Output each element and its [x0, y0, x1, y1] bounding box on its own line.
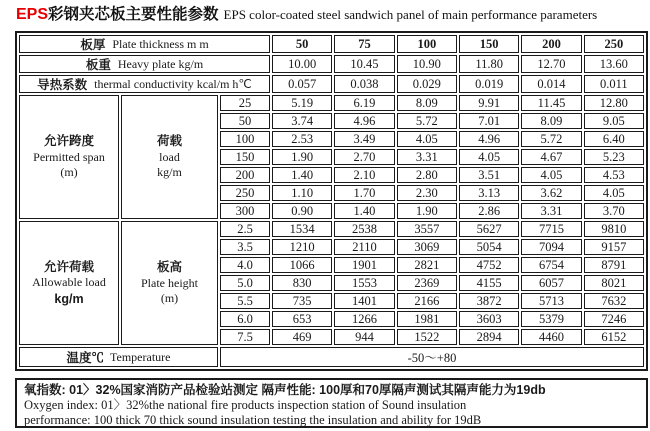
span-data-cell: 6.40: [584, 131, 644, 147]
load-zh: 荷载: [156, 134, 182, 149]
load-data-cell: 3557: [397, 221, 457, 237]
load-data-cell: 8021: [584, 275, 644, 291]
load-data-cell: 3603: [459, 311, 519, 327]
load-data-cell: 1981: [397, 311, 457, 327]
load-row-label: 5.5: [220, 293, 270, 309]
allowable-load-unit: kg/m: [54, 291, 84, 306]
load-data-cell: 1534: [272, 221, 332, 237]
span-data-cell: 2.30: [397, 185, 457, 201]
span-data-cell: 5.72: [397, 113, 457, 129]
span-data-cell: 1.70: [334, 185, 394, 201]
load-data-cell: 7246: [584, 311, 644, 327]
span-data-cell: 3.74: [272, 113, 332, 129]
brand-text: EPS: [16, 6, 49, 23]
load-data-cell: 1553: [334, 275, 394, 291]
span-data-cell: 3.51: [459, 167, 519, 183]
weight-value-cell: 10.00: [272, 55, 332, 73]
load-data-cell: 469: [272, 329, 332, 345]
load-data-cell: 1401: [334, 293, 394, 309]
weight-value-cell: 10.45: [334, 55, 394, 73]
load-data-cell: 4460: [521, 329, 581, 345]
thermal-value-cell: 0.014: [521, 75, 581, 93]
footer-line-zh: 氧指数: 01〉32%国家消防产品检验站测定 隔声性能: 100厚和70厚隔声测试其隔声能力为19db: [24, 383, 546, 397]
span-data-cell: 2.10: [334, 167, 394, 183]
weight-value-cell: 10.90: [397, 55, 457, 73]
span-data-cell: 3.31: [397, 149, 457, 165]
load-data-cell: 5379: [521, 311, 581, 327]
load-row-label: 7.5: [220, 329, 270, 345]
plate-weight-label-zh: 板重: [85, 58, 111, 72]
span-data-cell: 4.05: [459, 149, 519, 165]
load-data-cell: 6057: [521, 275, 581, 291]
load-data-cell: 1210: [272, 239, 332, 255]
thickness-value-cell: 250: [584, 35, 644, 53]
load-data-cell: 4155: [459, 275, 519, 291]
weight-value-cell: 12.70: [521, 55, 581, 73]
span-data-cell: 1.40: [334, 203, 394, 219]
permitted-span-header: [19, 95, 119, 219]
allowable-load-header: [19, 221, 119, 345]
load-data-cell: 7715: [521, 221, 581, 237]
load-data-cell: 4752: [459, 257, 519, 273]
span-row-label: 50: [220, 113, 270, 129]
load-data-cell: 8791: [584, 257, 644, 273]
header-plate-weight: [19, 55, 270, 73]
load-unit: kg/m: [157, 165, 182, 180]
thermal-value-cell: 0.038: [334, 75, 394, 93]
thermal-label-en: thermal conductivity kcal/m h℃: [94, 76, 252, 91]
span-data-cell: 3.31: [521, 203, 581, 219]
span-data-cell: 3.49: [334, 131, 394, 147]
spec-table: [15, 31, 648, 371]
span-data-cell: 4.96: [334, 113, 394, 129]
title-zh: 彩钢夹芯板主要性能参数: [48, 6, 219, 23]
load-data-cell: 1901: [334, 257, 394, 273]
plate-height-header: [121, 221, 218, 345]
weight-value-cell: 11.80: [459, 55, 519, 73]
load-data-cell: 5713: [521, 293, 581, 309]
temperature-value: -50～+80: [220, 347, 644, 367]
plate-weight-label-en: Heavy plate kg/m: [117, 56, 204, 71]
thickness-value-cell: 150: [459, 35, 519, 53]
load-data-cell: 9157: [584, 239, 644, 255]
load-data-cell: 3872: [459, 293, 519, 309]
load-data-cell: 830: [272, 275, 332, 291]
span-row-label: 250: [220, 185, 270, 201]
thermal-value-cell: 0.029: [397, 75, 457, 93]
load-data-cell: 1266: [334, 311, 394, 327]
load-header: [121, 95, 218, 219]
span-data-cell: 2.86: [459, 203, 519, 219]
load-data-cell: 653: [272, 311, 332, 327]
plate-height-en: Plate height: [141, 275, 198, 290]
thickness-value-cell: 200: [521, 35, 581, 53]
span-data-cell: 4.05: [397, 131, 457, 147]
load-data-cell: 1522: [397, 329, 457, 345]
load-data-cell: 5054: [459, 239, 519, 255]
allowable-load-en: Allowable load: [32, 275, 106, 290]
span-data-cell: 8.09: [397, 95, 457, 111]
thickness-value-cell: 75: [334, 35, 394, 53]
load-data-cell: 2894: [459, 329, 519, 345]
span-data-cell: 5.72: [521, 131, 581, 147]
span-row-label: 100: [220, 131, 270, 147]
permitted-span-zh: 允许跨度: [43, 134, 94, 149]
load-row-label: 5.0: [220, 275, 270, 291]
span-data-cell: 1.90: [397, 203, 457, 219]
load-en: load: [159, 149, 180, 164]
weight-value-cell: 13.60: [584, 55, 644, 73]
span-data-cell: 3.62: [521, 185, 581, 201]
load-data-cell: 1066: [272, 257, 332, 273]
span-data-cell: 3.13: [459, 185, 519, 201]
span-data-cell: 4.05: [584, 185, 644, 201]
temperature-en: Temperature: [110, 349, 171, 364]
load-data-cell: 7632: [584, 293, 644, 309]
thermal-value-cell: 0.011: [584, 75, 644, 93]
page-title: [16, 5, 597, 25]
plate-height-unit: (m): [160, 291, 179, 306]
span-data-cell: 5.23: [584, 149, 644, 165]
load-data-cell: 5627: [459, 221, 519, 237]
span-data-cell: 9.05: [584, 113, 644, 129]
load-row-label: 6.0: [220, 311, 270, 327]
load-data-cell: 944: [334, 329, 394, 345]
header-thermal-conductivity: [19, 75, 270, 93]
span-data-cell: 12.80: [584, 95, 644, 111]
load-data-cell: 2821: [397, 257, 457, 273]
span-data-cell: 2.80: [397, 167, 457, 183]
header-plate-thickness: [19, 35, 270, 53]
span-data-cell: 0.90: [272, 203, 332, 219]
temperature-zh: 温度℃: [66, 351, 105, 365]
plate-thickness-label-en: Plate thickness m m: [112, 36, 209, 51]
load-data-cell: 2369: [397, 275, 457, 291]
permitted-span-en: Permitted span: [33, 149, 105, 164]
span-data-cell: 4.96: [459, 131, 519, 147]
span-data-cell: 4.53: [584, 167, 644, 183]
load-data-cell: 9810: [584, 221, 644, 237]
thermal-label-zh: 导热系数: [37, 78, 88, 92]
thickness-value-cell: 50: [272, 35, 332, 53]
span-data-cell: 9.91: [459, 95, 519, 111]
load-data-cell: 6152: [584, 329, 644, 345]
span-data-cell: 8.09: [521, 113, 581, 129]
span-row-label: 25: [220, 95, 270, 111]
load-data-cell: 2538: [334, 221, 394, 237]
load-data-cell: 6754: [521, 257, 581, 273]
span-data-cell: 2.70: [334, 149, 394, 165]
span-data-cell: 1.40: [272, 167, 332, 183]
span-data-cell: 3.70: [584, 203, 644, 219]
span-data-cell: 5.19: [272, 95, 332, 111]
span-data-cell: 7.01: [459, 113, 519, 129]
load-data-cell: 7094: [521, 239, 581, 255]
load-row-label: 3.5: [220, 239, 270, 255]
load-row-label: 2.5: [220, 221, 270, 237]
footer-notes: [15, 378, 648, 428]
permitted-span-unit: (m): [60, 165, 78, 180]
span-row-label: 150: [220, 149, 270, 165]
load-data-cell: 2110: [334, 239, 394, 255]
span-data-cell: 2.53: [272, 131, 332, 147]
title-en: EPS color-coated steel sandwich panel of main performance parameters: [223, 7, 598, 22]
span-data-cell: 1.90: [272, 149, 332, 165]
load-row-label: 4.0: [220, 257, 270, 273]
temperature-label: [19, 347, 218, 367]
footer-line-en-1: Oxygen index: 01〉32%the national fire products inspection station of Sound insulation: [24, 398, 467, 412]
thermal-value-cell: 0.057: [272, 75, 332, 93]
span-data-cell: 4.05: [521, 167, 581, 183]
load-data-cell: 735: [272, 293, 332, 309]
span-data-cell: 4.67: [521, 149, 581, 165]
plate-height-zh: 板高: [156, 260, 182, 275]
plate-thickness-label-zh: 板厚: [80, 38, 106, 52]
thermal-value-cell: 0.019: [459, 75, 519, 93]
thickness-value-cell: 100: [397, 35, 457, 53]
span-data-cell: 11.45: [521, 95, 581, 111]
load-data-cell: 3069: [397, 239, 457, 255]
footer-line-en-2: performance: 100 thick 70 thick sound insulation testing the insulation and ability for 19dB: [24, 412, 482, 427]
span-row-label: 200: [220, 167, 270, 183]
allowable-load-zh: 允许荷载: [43, 259, 94, 274]
span-data-cell: 1.10: [272, 185, 332, 201]
span-row-label: 300: [220, 203, 270, 219]
span-data-cell: 6.19: [334, 95, 394, 111]
load-data-cell: 2166: [397, 293, 457, 309]
